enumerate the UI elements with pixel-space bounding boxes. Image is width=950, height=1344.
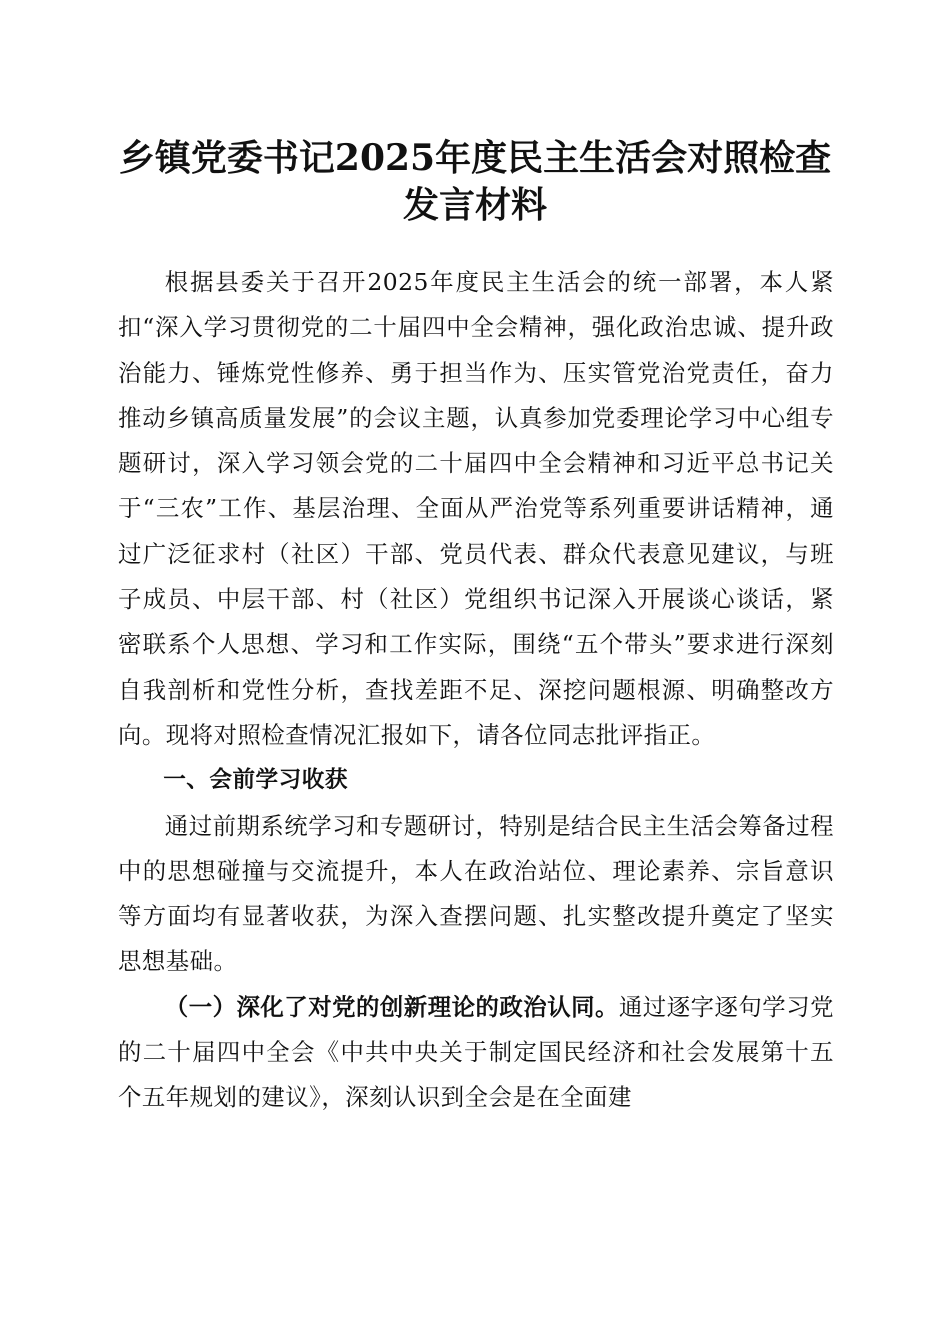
subsection-1-heading: （一）深化了对党的创新理论的政治认同。 xyxy=(164,992,619,1021)
section-1-paragraph: 通过前期系统学习和专题研讨，特别是结合民主生活会筹备过程中的思想碰撞与交流提升，本人在政治站位、理论素养、宗旨意识等方面均有显著收获，为深入查摆问题、扎实整改提升奠定了坚实思想基础。 xyxy=(118,811,834,976)
subsection-1-text: 通过逐字逐句学习党的二十届四中全会《中共中央关于制定国民经济和社会发展第十五个五年规划的建议》，深刻认识到全会是在全面建 xyxy=(118,992,834,1112)
document-title-line-1: 乡镇党委书记2025年度民主生活会对照检查 xyxy=(118,137,832,179)
document-title-line-2: 发言材料 xyxy=(402,184,547,226)
intro-paragraph: 根据县委关于召开2025年度民主生活会的统一部署，本人紧扣“深入学习贯彻党的二十届四中全会精神，强化政治忠诚、提升政治能力、锤炼党性修养、勇于担当作为、压实管党治党责任，奋力推动乡镇高质量发展”的会议主题，认真参加党委理论学习中心组专题研讨，深入学习领会党的二十届四中全会精神和习近平总书记关于“三农”工作、基层治理、全面从严治党等系列重要讲话精神，通过广泛征求村（社区）干部、党员代表、群众代表意见建议，与班子成员、中层干部、村（社区）党组织书记深入开展谈心谈话，紧密联系个人思想、学习和工作实际，围绕“五个带头”要求进行深刻自我剖析和党性分析，查找差距不足、深挖问题根源、明确整改方向。现将对照检查情况汇报如下，请各位同志批评指正。 xyxy=(118,268,834,749)
section-heading-1: 一、会前学习收获 xyxy=(163,767,348,794)
subsection-1-paragraph xyxy=(118,985,834,1121)
document-body xyxy=(118,260,834,1121)
